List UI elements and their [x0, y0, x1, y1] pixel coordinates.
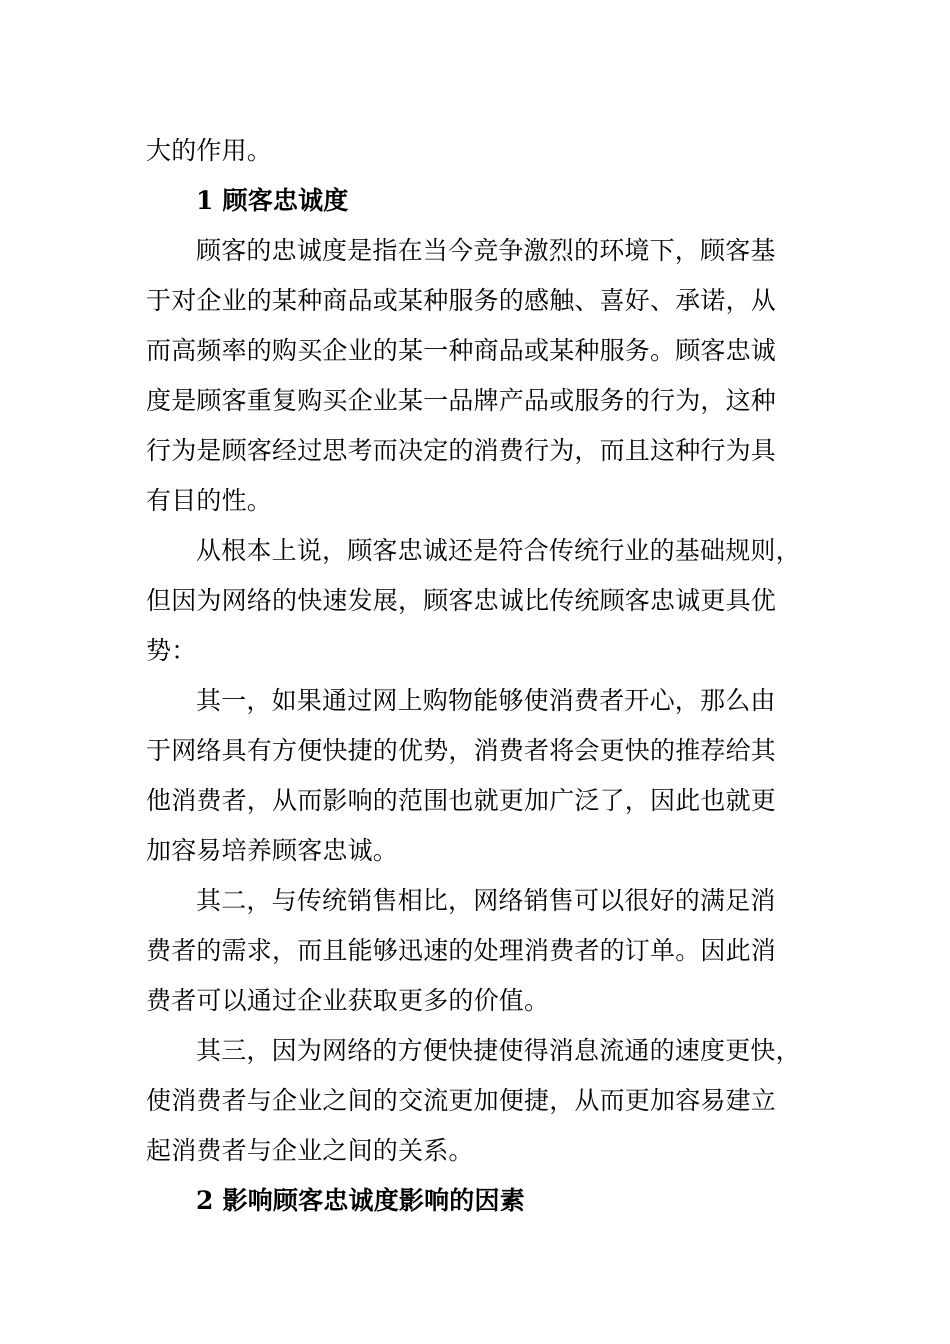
- paragraph-line: 费者可以通过企业获取更多的价值。: [146, 986, 550, 1015]
- paragraph-line: 加容易培养顾客忠诚。: [146, 836, 399, 865]
- paragraph-line: 其一，如果通过网上购物能够使消费者开心，那么由: [196, 686, 776, 715]
- paragraph-line: 费者的需求，而且能够迅速的处理消费者的订单。因此消: [146, 936, 777, 965]
- paragraph-line: 从根本上说，顾客忠诚还是符合传统行业的基础规则，: [196, 536, 801, 565]
- paragraph-line: 大的作用。: [146, 136, 273, 165]
- paragraph-line: 但因为网络的快速发展，顾客忠诚比传统顾客忠诚更具优: [146, 586, 777, 615]
- paragraph-line: 其二，与传统销售相比，网络销售可以很好的满足消: [196, 886, 776, 915]
- paragraph-line: 他消费者，从而影响的范围也就更加广泛了，因此也就更: [146, 786, 777, 815]
- section-heading-1: 1 顾客忠诚度: [196, 186, 349, 215]
- paragraph-line: 起消费者与企业之间的关系。: [146, 1136, 474, 1165]
- paragraph-line: 使消费者与企业之间的交流更加便捷，从而更加容易建立: [146, 1086, 777, 1115]
- paragraph-line: 顾客的忠诚度是指在当今竞争激烈的环境下，顾客基: [196, 236, 776, 265]
- paragraph-line: 而高频率的购买企业的某一种商品或某种服务。顾客忠诚: [146, 336, 777, 365]
- section-heading-2: 2 影响顾客忠诚度影响的因素: [196, 1186, 525, 1215]
- paragraph-line: 势：: [146, 636, 197, 665]
- document-page: [146, 126, 836, 1226]
- paragraph-line: 行为是顾客经过思考而决定的消费行为，而且这种行为具: [146, 436, 777, 465]
- paragraph-line: 有目的性。: [146, 486, 273, 515]
- paragraph-line: 于对企业的某种商品或某种服务的感触、喜好、承诺，从: [146, 286, 777, 315]
- paragraph-line: 其三，因为网络的方便快捷使得消息流通的速度更快，: [196, 1036, 801, 1065]
- paragraph-line: 于网络具有方便快捷的优势，消费者将会更快的推荐给其: [146, 736, 777, 765]
- paragraph-line: 度是顾客重复购买企业某一品牌产品或服务的行为，这种: [146, 386, 777, 415]
